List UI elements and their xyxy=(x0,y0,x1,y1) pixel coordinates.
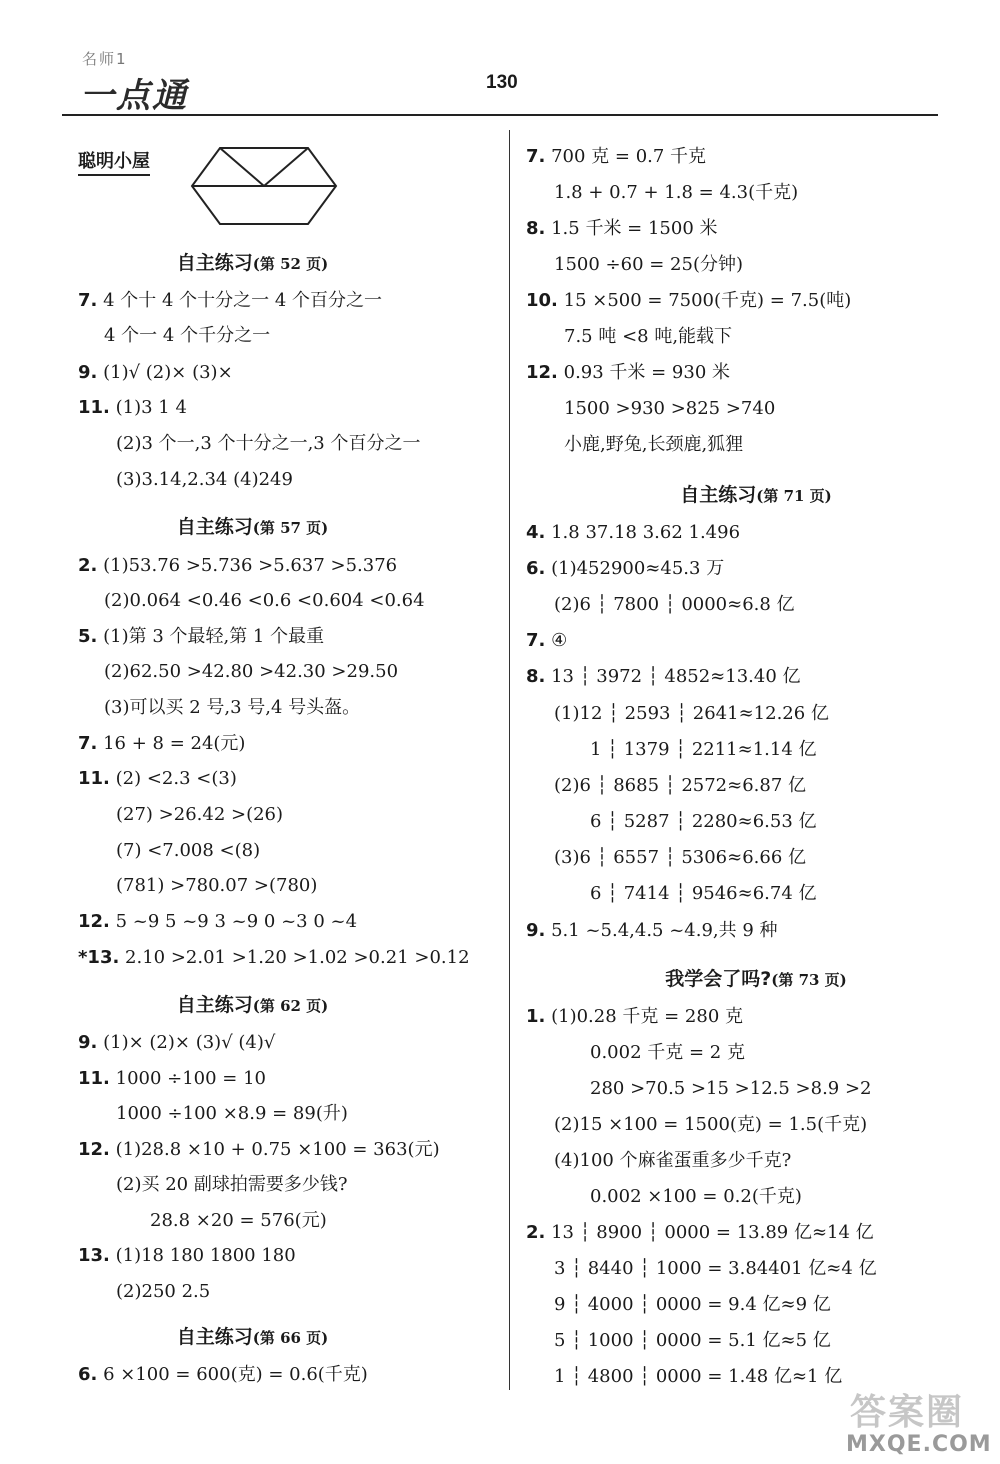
answer-text: 1500 ÷60 = 25(分钟) xyxy=(554,254,743,275)
answer-line xyxy=(554,703,829,725)
answer-text: (4)100 个麻雀蛋重多少千克? xyxy=(554,1150,792,1171)
answer-text: (2)6 ┆ 8685 ┆ 2572≈6.87 亿 xyxy=(554,775,807,796)
answer-text: 1 ┆ 1379 ┆ 2211≈1.14 亿 xyxy=(590,739,817,760)
answer-line xyxy=(554,182,798,204)
answer-text: (2) <2.3 <(3) xyxy=(109,768,237,789)
answer-text: 4 个十 4 个十分之一 4 个百分之一 xyxy=(97,290,383,311)
question-number: 7. xyxy=(78,290,98,311)
answer-text: 1.5 千米 = 1500 米 xyxy=(545,218,718,239)
answer-text: 1000 ÷100 = 10 xyxy=(109,1068,267,1089)
watermark-logo: 答案圈 xyxy=(850,1392,965,1433)
answer-text: (1)28.8 ×10 + 0.75 ×100 = 363(元) xyxy=(109,1139,440,1160)
answer-line xyxy=(78,1068,266,1090)
answer-text: 6 ×100 = 600(克) = 0.6(千克) xyxy=(97,1364,368,1385)
answer-line xyxy=(116,469,293,491)
answer-text: 5.1 ~5.4,4.5 ~4.9,共 9 种 xyxy=(545,920,778,941)
answer-line xyxy=(116,433,420,455)
answer-line xyxy=(526,1222,874,1244)
answer-line xyxy=(78,1139,440,1161)
answer-line xyxy=(104,697,360,719)
answer-text: 6 ┆ 7414 ┆ 9546≈6.74 亿 xyxy=(590,883,817,904)
answer-text: (1)53.76 >5.736 >5.637 >5.376 xyxy=(97,555,398,576)
question-number: 8. xyxy=(526,666,546,687)
answer-text: 700 克 = 0.7 千克 xyxy=(545,146,707,167)
section-heading-p66 xyxy=(0,1322,505,1349)
answer-line xyxy=(590,1186,802,1208)
question-number: 6. xyxy=(526,558,546,579)
answer-line xyxy=(78,290,382,312)
section-title: 自主练习 xyxy=(680,484,757,506)
question-number: 8. xyxy=(526,218,546,239)
question-number: 9. xyxy=(526,920,546,941)
answer-text: 4 个一 4 个千分之一 xyxy=(104,325,271,346)
answer-text: 1.8 + 0.7 + 1.8 = 4.3(千克) xyxy=(554,182,799,203)
answer-line xyxy=(104,590,425,612)
answer-line xyxy=(78,362,233,384)
question-number: 7. xyxy=(78,733,98,754)
answer-text: 28.8 ×20 = 576(元) xyxy=(150,1210,327,1231)
answer-line xyxy=(526,290,851,312)
page-header xyxy=(0,0,1000,120)
answer-line xyxy=(78,555,397,577)
header-divider xyxy=(62,114,938,116)
puzzle-section-label: 聪明小屋 xyxy=(78,147,150,176)
answer-line xyxy=(78,1032,275,1054)
answer-line xyxy=(590,811,817,833)
section-title: 自主练习 xyxy=(176,516,253,538)
question-number: 2. xyxy=(526,1222,546,1243)
hexagon-figure xyxy=(188,146,340,226)
answer-text: 0.93 千米 = 930 米 xyxy=(557,362,731,383)
answer-text: 13 ┆ 3972 ┆ 4852≈13.40 亿 xyxy=(545,666,801,687)
answer-line xyxy=(78,947,470,969)
section-page-ref: (第 66 页) xyxy=(252,1329,329,1347)
answer-text: (1)3 1 4 xyxy=(109,397,187,418)
section-heading-p57 xyxy=(0,512,505,539)
section-heading-p52 xyxy=(0,248,505,275)
answer-line xyxy=(526,920,778,942)
answer-text: (27) >26.42 >(26) xyxy=(116,804,284,825)
answer-text: 5 ~9 5 ~9 3 ~9 0 ~3 0 ~4 xyxy=(109,911,358,932)
answer-text: 0.002 ×100 = 0.2(千克) xyxy=(590,1186,802,1207)
answer-text: (1)0.28 千克 = 280 克 xyxy=(545,1006,743,1027)
answer-line xyxy=(116,804,283,826)
question-number: 11. xyxy=(78,1068,110,1089)
answer-line xyxy=(526,630,567,652)
section-title: 自主练习 xyxy=(176,252,253,274)
answer-line xyxy=(554,1150,791,1172)
answer-line xyxy=(78,768,237,790)
answer-text: 280 >70.5 >15 >12.5 >8.9 >2 xyxy=(590,1078,872,1099)
question-number: 11. xyxy=(78,397,110,418)
answer-line xyxy=(590,1078,872,1100)
answer-text: 1000 ÷100 ×8.9 = 89(升) xyxy=(116,1103,348,1124)
answer-text: 小鹿,野兔,长颈鹿,狐狸 xyxy=(564,434,744,455)
answer-text: 0.002 千克 = 2 克 xyxy=(590,1042,745,1063)
answer-text: 2.10 >2.01 >1.20 >1.02 >0.21 >0.12 xyxy=(119,947,470,968)
column-divider xyxy=(509,130,510,1390)
brand-subtitle: 名师1 xyxy=(82,50,128,68)
section-heading-p73 xyxy=(512,964,1000,991)
question-number: 4. xyxy=(526,522,546,543)
answer-text: (1)452900≈45.3 万 xyxy=(545,558,725,579)
question-number: 9. xyxy=(78,1032,98,1053)
answer-line xyxy=(78,1364,368,1386)
answer-line xyxy=(526,218,718,240)
question-number: 12. xyxy=(78,1139,110,1160)
answer-line xyxy=(78,911,357,933)
answer-text: 7.5 吨 <8 吨,能载下 xyxy=(564,326,733,347)
question-number: 7. xyxy=(526,146,546,167)
question-number: 10. xyxy=(526,290,558,311)
answer-line xyxy=(554,254,743,276)
section-page-ref: (第 52 页) xyxy=(252,255,329,273)
question-number: 13. xyxy=(78,1245,110,1266)
answer-text: (2)3 个一,3 个十分之一,3 个百分之一 xyxy=(116,433,421,454)
answer-line xyxy=(554,1114,867,1136)
answer-line xyxy=(526,146,706,168)
answer-line xyxy=(554,1330,831,1352)
answer-text: (3)可以买 2 号,3 号,4 号头盔。 xyxy=(104,697,361,718)
answer-line xyxy=(116,875,317,897)
section-page-ref: (第 57 页) xyxy=(252,519,329,537)
answer-line xyxy=(150,1210,327,1232)
answer-line xyxy=(104,661,398,683)
question-number: 2. xyxy=(78,555,98,576)
question-number: 9. xyxy=(78,362,98,383)
question-number: *13. xyxy=(78,947,120,968)
answer-line xyxy=(554,1294,831,1316)
answer-text: ④ xyxy=(545,630,568,651)
answer-text: (1)√ (2)× (3)× xyxy=(97,362,233,383)
answer-line xyxy=(564,398,775,420)
answer-text: 1.8 37.18 3.62 1.496 xyxy=(545,522,741,543)
section-page-ref: (第 62 页) xyxy=(252,997,329,1015)
section-heading-p71 xyxy=(512,480,1000,507)
page-number: 130 xyxy=(486,72,518,93)
question-number: 5. xyxy=(78,626,98,647)
section-title: 我学会了吗? xyxy=(665,968,772,990)
answer-text: (1)第 3 个最轻,第 1 个最重 xyxy=(97,626,325,647)
answer-text: (1)× (2)× (3)√ (4)√ xyxy=(97,1032,276,1053)
answer-line xyxy=(116,1281,210,1303)
answer-text: 6 ┆ 5287 ┆ 2280≈6.53 亿 xyxy=(590,811,817,832)
answer-line xyxy=(526,522,740,544)
answer-text: 9 ┆ 4000 ┆ 0000 = 9.4 亿≈9 亿 xyxy=(554,1294,831,1315)
answer-line xyxy=(526,362,730,384)
answer-text: (2)250 2.5 xyxy=(116,1281,211,1302)
answer-text: (2)6 ┆ 7800 ┆ 0000≈6.8 亿 xyxy=(554,594,795,615)
answer-line xyxy=(116,840,260,862)
question-number: 11. xyxy=(78,768,110,789)
answer-text: 13 ┆ 8900 ┆ 0000 = 13.89 亿≈14 亿 xyxy=(545,1222,874,1243)
answer-text: 5 ┆ 1000 ┆ 0000 = 5.1 亿≈5 亿 xyxy=(554,1330,831,1351)
answer-line xyxy=(554,594,795,616)
answer-line xyxy=(554,1258,877,1280)
answer-line xyxy=(116,1174,348,1196)
answer-line xyxy=(590,883,817,905)
section-page-ref: (第 71 页) xyxy=(756,487,832,505)
answer-text: 1500 >930 >825 >740 xyxy=(564,398,776,419)
answer-line xyxy=(526,666,801,688)
answer-text: (3)3.14,2.34 (4)249 xyxy=(116,469,293,490)
answer-text: (3)6 ┆ 6557 ┆ 5306≈6.66 亿 xyxy=(554,847,807,868)
answer-line xyxy=(78,1245,296,1267)
question-number: 7. xyxy=(526,630,546,651)
answer-line xyxy=(564,434,743,456)
answer-line xyxy=(78,397,187,419)
answer-text: (781) >780.07 >(780) xyxy=(116,875,318,896)
answer-line xyxy=(104,325,270,347)
section-heading-p62 xyxy=(0,990,505,1017)
question-number: 6. xyxy=(78,1364,98,1385)
question-number: 12. xyxy=(526,362,558,383)
answer-text: (2)买 20 副球拍需要多少钱? xyxy=(116,1174,348,1195)
answer-text: (1)18 180 1800 180 xyxy=(109,1245,296,1266)
answer-line xyxy=(526,1006,743,1028)
question-number: 12. xyxy=(78,911,110,932)
answer-line xyxy=(554,847,806,869)
answer-text: 3 ┆ 8440 ┆ 1000 = 3.84401 亿≈4 亿 xyxy=(554,1258,877,1279)
section-title: 自主练习 xyxy=(176,994,253,1016)
answer-text: 16 + 8 = 24(元) xyxy=(97,733,246,754)
answer-line xyxy=(116,1103,348,1125)
answer-text: (2)15 ×100 = 1500(克) = 1.5(千克) xyxy=(554,1114,868,1135)
question-number: 1. xyxy=(526,1006,546,1027)
answer-line xyxy=(554,775,806,797)
answer-text: (7) <7.008 <(8) xyxy=(116,840,261,861)
answer-line xyxy=(590,739,817,761)
answer-line xyxy=(78,626,324,648)
answer-text: (2)62.50 >42.80 >42.30 >29.50 xyxy=(104,661,399,682)
answer-text: (2)0.064 <0.46 <0.6 <0.604 <0.64 xyxy=(104,590,425,611)
answer-text: 15 ×500 = 7500(千克) = 7.5(吨) xyxy=(557,290,852,311)
answer-line xyxy=(554,1366,842,1388)
brand-logo: 一点通 xyxy=(80,76,188,116)
answer-text: (1)12 ┆ 2593 ┆ 2641≈12.26 亿 xyxy=(554,703,829,724)
section-page-ref: (第 73 页) xyxy=(771,971,847,989)
watermark-url: MXQE.COM xyxy=(846,1432,992,1457)
answer-line xyxy=(590,1042,745,1064)
answer-line xyxy=(564,326,732,348)
answer-text: 1 ┆ 4800 ┆ 0000 = 1.48 亿≈1 亿 xyxy=(554,1366,843,1387)
answer-line xyxy=(78,733,245,755)
section-title: 自主练习 xyxy=(176,1326,253,1348)
answer-line xyxy=(526,558,724,580)
